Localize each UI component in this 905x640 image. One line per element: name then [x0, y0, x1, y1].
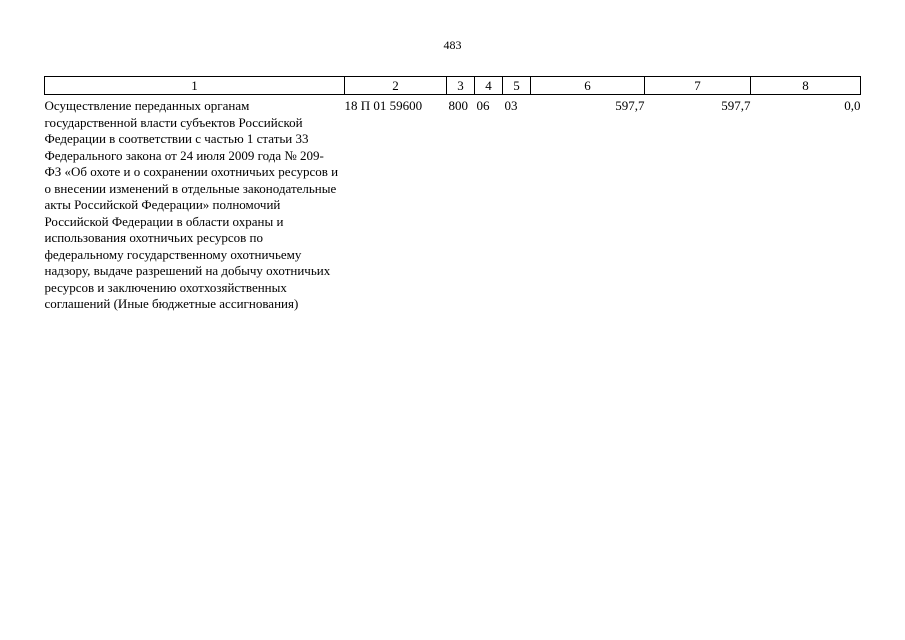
- budget-table: [44, 76, 861, 313]
- row-col-7: 597,7: [721, 98, 751, 113]
- row-target-code: 18 П 01 59600: [344, 98, 423, 113]
- table-body: [45, 95, 861, 313]
- column-header-3: 3: [447, 77, 475, 95]
- row-col-5: 03: [504, 98, 518, 113]
- column-header-5: 5: [503, 77, 531, 95]
- row-col-4: 06: [476, 98, 490, 113]
- row-col-8: 0,0: [844, 98, 861, 113]
- column-header-2: 2: [345, 77, 447, 95]
- header-row: [45, 77, 861, 95]
- table-header: [45, 77, 861, 95]
- row-col-3: 800: [448, 98, 468, 113]
- column-header-7: 7: [645, 77, 751, 95]
- column-header-8: 8: [751, 77, 861, 95]
- table-row: [45, 95, 861, 313]
- column-header-4: 4: [475, 77, 503, 95]
- row-description: Осуществление переданных органам государственной власти субъектов Российской Федерации в соответствии с частью 1 статьи 33 Федерального закона от 24 июля 2009 года № 209-ФЗ «Об охоте и о сохранении охотничьих ресурсов и о внесении изменений в отдельные законодательные акты Российской Федерации» полномочий Российской Федерации в области охраны и использования охотничьих ресурсов по федеральному государственному охотничьему надзору, выдаче разрешений на добычу охотничьих ресурсов и заключению охотхозяйственных соглашений (Иные бюджетные ассигнования): [44, 98, 339, 311]
- column-header-6: 6: [531, 77, 645, 95]
- row-col-6: 597,7: [615, 98, 645, 113]
- column-header-1: 1: [45, 77, 345, 95]
- page-number: 483: [443, 38, 462, 52]
